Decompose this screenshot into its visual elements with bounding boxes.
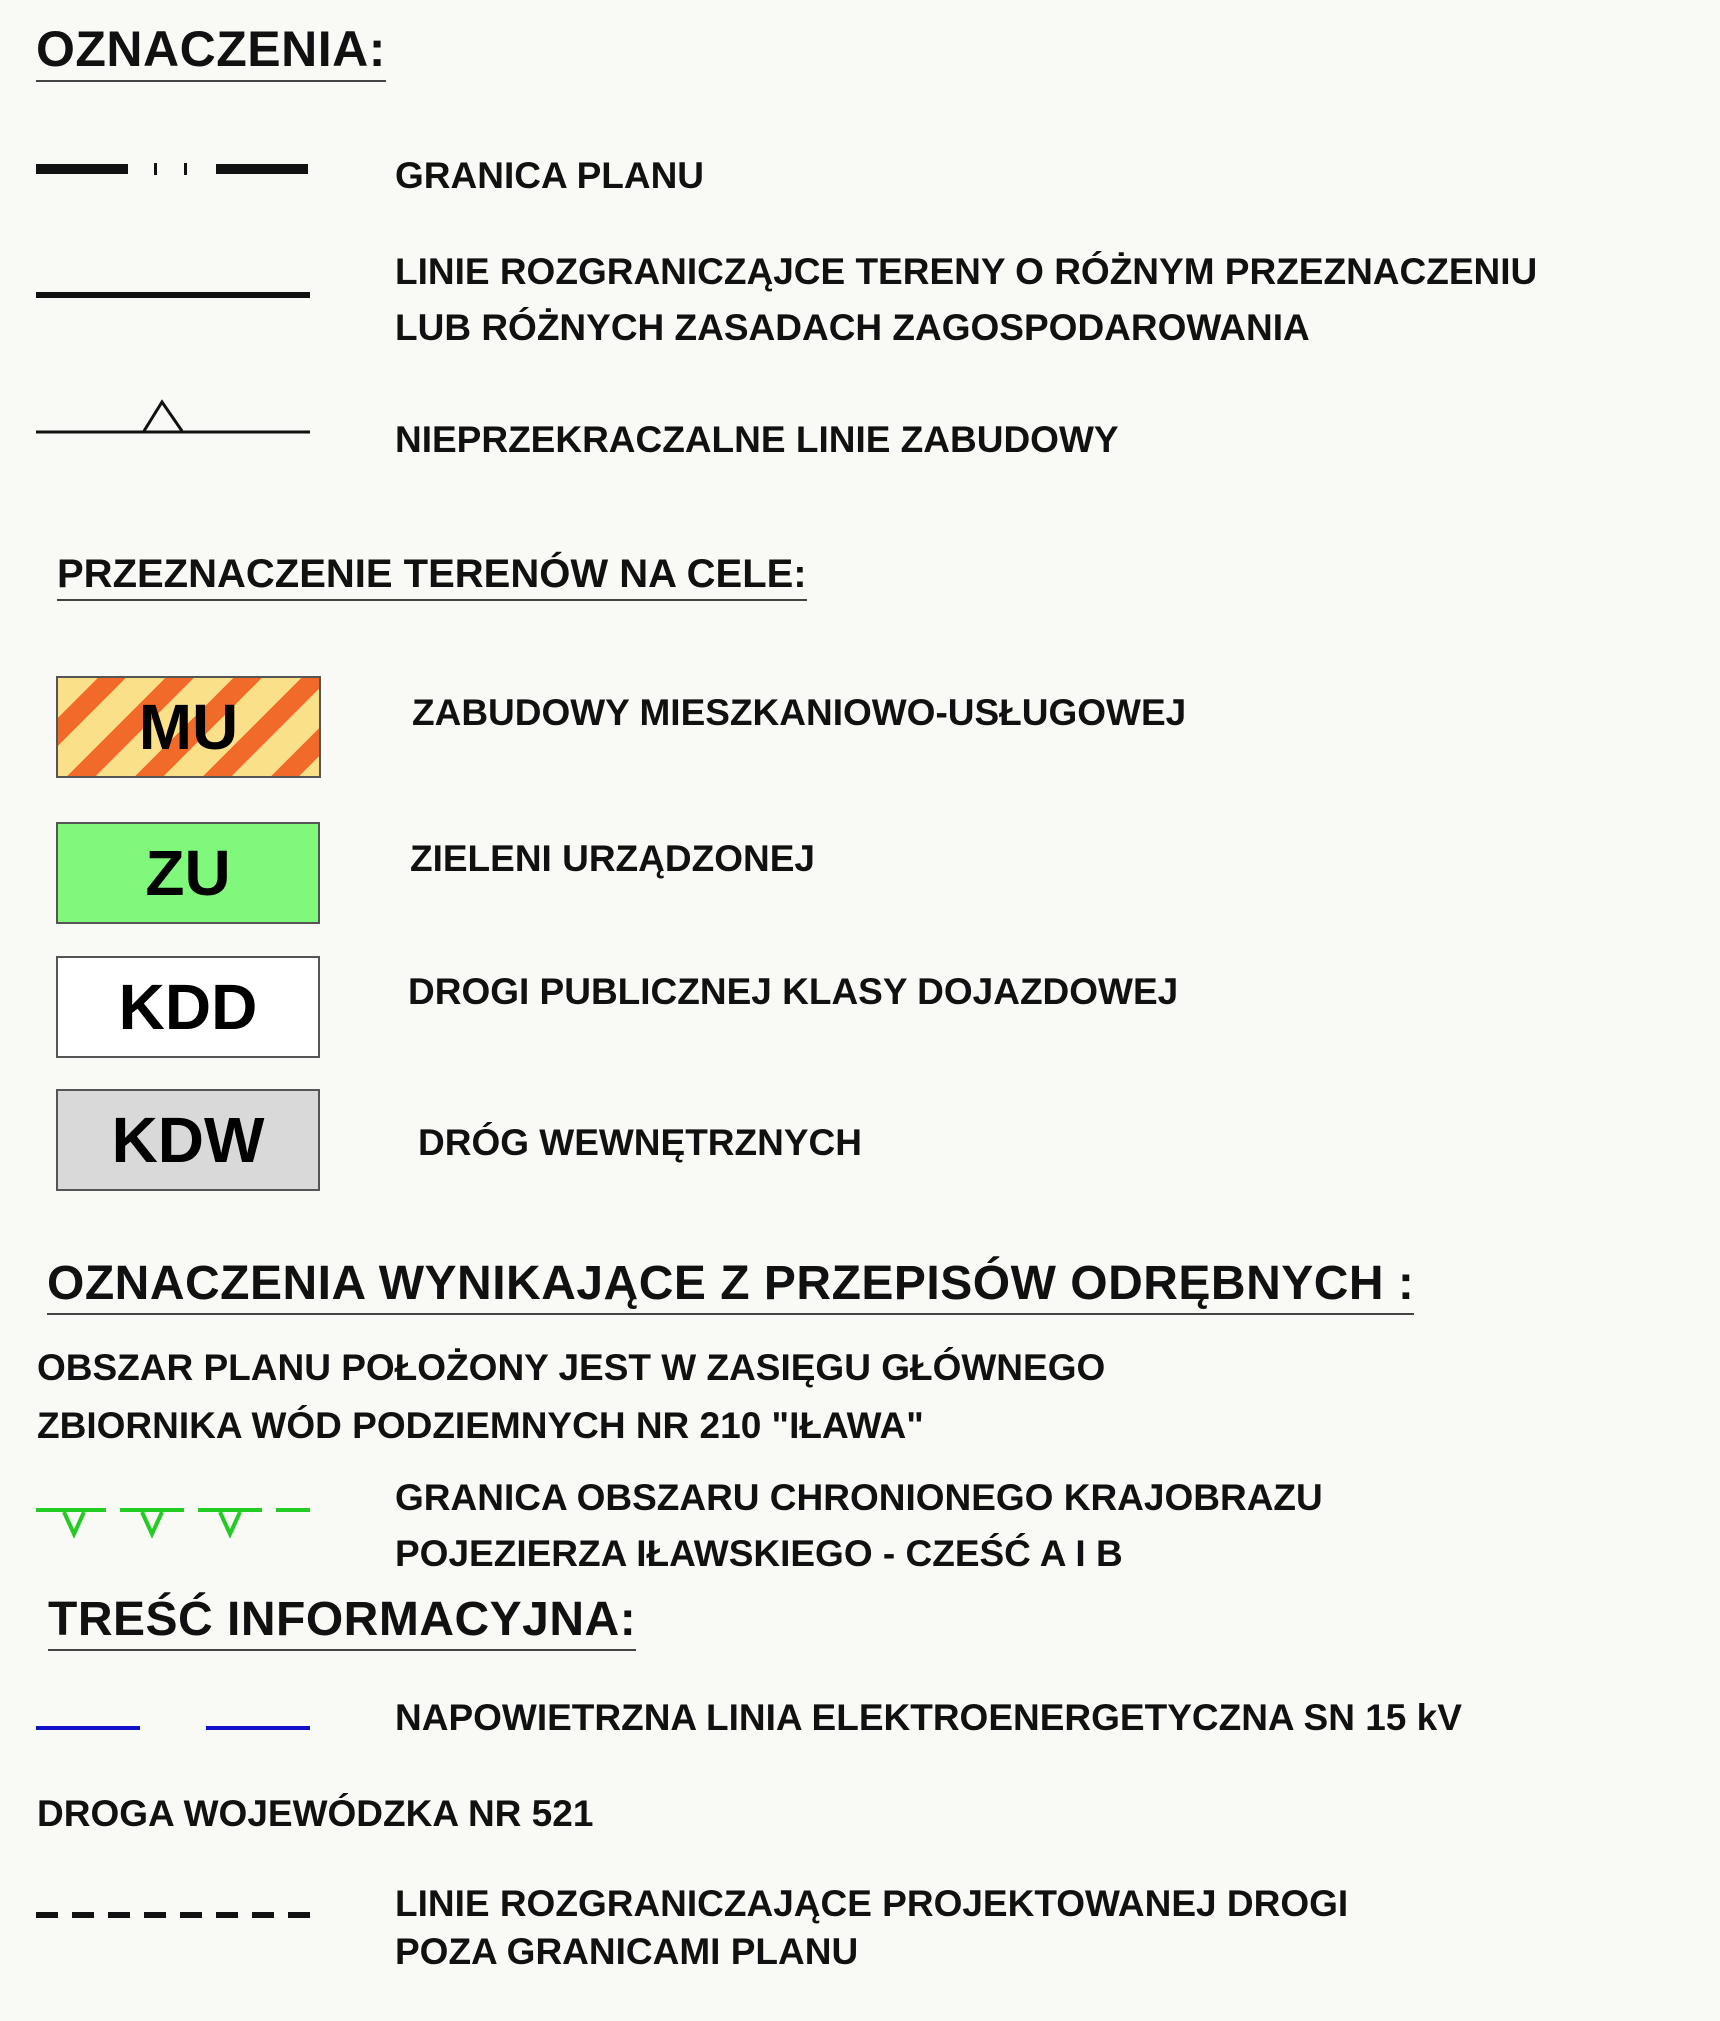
plan-boundary-symbol bbox=[36, 160, 308, 180]
zone-kdw-swatch bbox=[56, 1089, 320, 1191]
zone-kdd-label: DROGI PUBLICZNEJ KLASY DOJAZDOWEJ bbox=[408, 971, 1179, 1012]
dividing-lines-label-1: LINIE ROZGRANICZĄJCE TERENY O RÓŻNYM PRZEZNACZENIU bbox=[395, 251, 1538, 292]
building-line-symbol bbox=[36, 396, 310, 436]
zone-zu-label: ZIELENI URZĄDZONEJ bbox=[410, 838, 815, 879]
zone-kdd-code: KDD bbox=[118, 971, 258, 1043]
protected-landscape-symbol bbox=[36, 1502, 310, 1542]
protected-landscape-label-2: POJEZIERZA IŁAWSKIEGO - CZEŚĆ A I B bbox=[395, 1533, 1123, 1574]
zone-zu-swatch bbox=[56, 822, 320, 924]
projected-road-label-2: POZA GRANICAMI PLANU bbox=[395, 1931, 859, 1972]
power-line-symbol bbox=[36, 1724, 310, 1734]
aquifer-label-1: OBSZAR PLANU POŁOŻONY JEST W ZASIĘGU GŁÓWNEGO bbox=[37, 1347, 1106, 1388]
separate-regulations-heading: OZNACZENIA WYNIKAJĄCE Z PRZEPISÓW ODRĘBNYCH : bbox=[47, 1256, 1414, 1315]
projected-road-symbol bbox=[36, 1910, 310, 1920]
zone-kdw-code: KDW bbox=[111, 1104, 265, 1176]
building-line-label: NIEPRZEKRACZALNE LINIE ZABUDOWY bbox=[395, 419, 1119, 460]
plan-boundary-label: GRANICA PLANU bbox=[395, 155, 705, 196]
zone-kdw-label: DRÓG WEWNĘTRZNYCH bbox=[418, 1122, 862, 1163]
zone-mu-swatch bbox=[56, 676, 321, 778]
aquifer-label-2: ZBIORNIKA WÓD PODZIEMNYCH NR 210 "IŁAWA" bbox=[37, 1405, 924, 1446]
legend-heading: OZNACZENIA: bbox=[36, 20, 386, 82]
power-line-label: NAPOWIETRZNA LINIA ELEKTROENERGETYCZNA SN 15 kV bbox=[395, 1697, 1462, 1738]
informational-heading: TREŚĆ INFORMACYJNA: bbox=[48, 1592, 636, 1651]
projected-road-label-1: LINIE ROZGRANICZAJĄCE PROJEKTOWANEJ DROGI bbox=[395, 1883, 1349, 1924]
zone-mu-label: ZABUDOWY MIESZKANIOWO-USŁUGOWEJ bbox=[412, 692, 1187, 733]
regional-road-label: DROGA WOJEWÓDZKA NR 521 bbox=[37, 1793, 594, 1834]
zone-mu-code: MU bbox=[138, 691, 239, 763]
land-use-heading: PRZEZNACZENIE TERENÓW NA CELE: bbox=[57, 552, 807, 601]
zone-kdd-swatch bbox=[56, 956, 320, 1058]
dividing-line-symbol bbox=[36, 290, 310, 300]
dividing-lines-label-2: LUB RÓŻNYCH ZASADACH ZAGOSPODAROWANIA bbox=[395, 307, 1310, 348]
zone-zu-code: ZU bbox=[145, 837, 231, 909]
protected-landscape-label-1: GRANICA OBSZARU CHRONIONEGO KRAJOBRAZU bbox=[395, 1477, 1323, 1518]
